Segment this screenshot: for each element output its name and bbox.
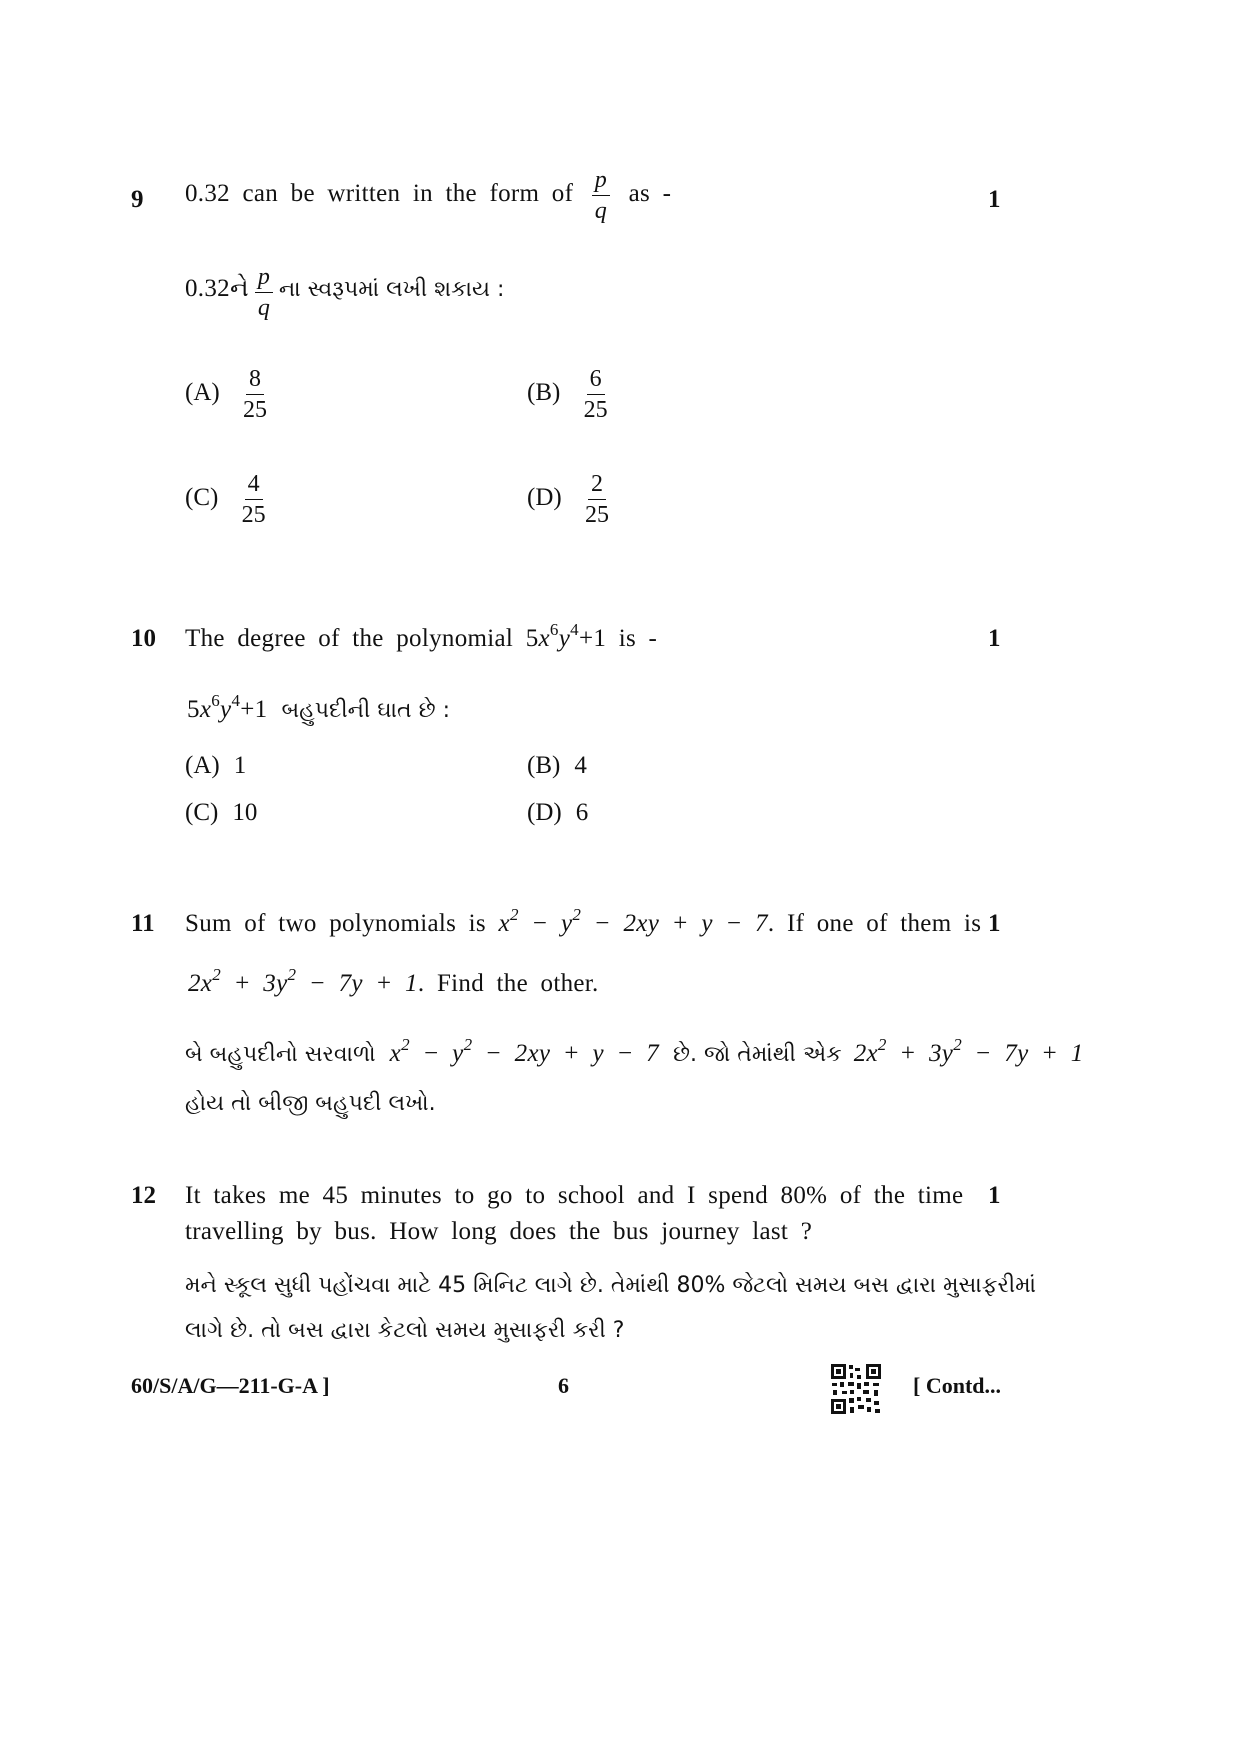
q10-en-polynomial: [525, 620, 607, 652]
q10-poly-y: y: [558, 625, 571, 652]
q11-given-expression: $2x^2 + 3y^2 - 7y + 1$: [188, 965, 418, 997]
question-12-english-line1: It takes me 45 minutes to go to school and I spend 80% of the time: [185, 1182, 964, 1209]
q10-gu-polynomial: [187, 691, 268, 723]
q9-option-a-label: (A): [185, 379, 220, 407]
question-10-english: [185, 620, 658, 653]
q9-option-b[interactable]: [527, 367, 611, 422]
question-11-gujarati-line1: [185, 1035, 1084, 1068]
q9-option-b-fraction: [581, 367, 611, 422]
q9-option-b-den: 25: [583, 397, 608, 423]
question-9-gujarati: [185, 265, 504, 320]
q10-option-d-value: 6: [575, 799, 589, 826]
q10-option-d[interactable]: [527, 799, 588, 827]
question-12-gujarati-line1: મને સ્કૂલ સુધી પહોંચવા માટે 45 મિનિટ લાગે છે. તેમાંથી 80% જેટલો સમય બસ દ્વારા મુસાફરીમાં: [185, 1273, 1037, 1298]
question-10-number: 10: [131, 625, 156, 652]
question-12-english-line2: travelling by bus. How long does the bus journey last ?: [185, 1218, 813, 1245]
q9-option-a[interactable]: [185, 367, 270, 422]
q9-option-c-label: (C): [185, 484, 219, 512]
q11-gu-pre: બે બહુપદીનો સરવાળો: [185, 1042, 376, 1067]
q10-poly-coef: 5: [525, 625, 539, 652]
page-number: 6: [558, 1373, 569, 1398]
q9-option-b-label: (B): [527, 379, 561, 407]
q11-sum-expression: $x^2 - y^2 - 2xy + y - 7$: [498, 905, 768, 937]
q9-gu-fraction: [255, 265, 273, 320]
question-11-marks: 1: [988, 910, 1001, 937]
q11-en-pre: Sum of two polynomials is: [185, 910, 486, 937]
paper-code: 60/S/A/G—211-G-A ]: [131, 1373, 330, 1398]
q11-gu-mid: છે. જો તેમાંથી એક: [672, 1042, 842, 1067]
q9-option-a-den: 25: [242, 397, 267, 423]
q11-en-mid: . If one of them is: [767, 910, 982, 937]
q9-option-b-num: 6: [587, 367, 605, 395]
q10-poly-tail: +1: [578, 625, 607, 652]
q10-gu-poly-x-exp: 6: [211, 691, 221, 710]
q9-option-a-num: 8: [246, 367, 264, 395]
q10-option-a-label: (A): [185, 752, 220, 779]
q10-en-post: is -: [618, 625, 658, 652]
q9-option-a-fraction: [240, 367, 270, 422]
q10-gu-poly-x: x: [199, 696, 212, 723]
q10-option-c-value: 10: [232, 799, 258, 826]
qr-code-icon: [830, 1363, 882, 1415]
q10-option-b[interactable]: [527, 752, 587, 780]
question-9-marks: 1: [988, 186, 1001, 213]
q9-gu-frac-den: q: [257, 295, 270, 321]
q10-option-c[interactable]: [185, 799, 257, 827]
q10-gu-poly-y-exp: 4: [231, 691, 241, 710]
q11-gu-given-expression: $2x^2 + 3y^2 - 7y + 1$: [853, 1035, 1084, 1067]
q9-gu-post: ના સ્વરૂપમાં લખી શકાય :: [278, 277, 505, 303]
q9-en-pre: 0.32 can be written in the form of: [185, 180, 574, 208]
question-12-marks: 1: [988, 1182, 1001, 1209]
q9-option-c-den: 25: [241, 502, 266, 528]
q9-en-fraction: [592, 168, 610, 223]
q10-option-a[interactable]: [185, 752, 246, 780]
q9-option-c-fraction: [239, 472, 269, 527]
q9-en-frac-num: p: [592, 168, 610, 196]
q10-poly-y-exp: 4: [570, 620, 579, 639]
question-11-gujarati-line2: હોય તો બીજી બહુપદી લખો.: [185, 1091, 436, 1116]
q11-gu-sum-expression: $x^2 - y^2 - 2xy + y - 7$: [389, 1035, 659, 1067]
question-11-number: 11: [131, 910, 155, 937]
q10-gu-poly-coef: 5: [187, 696, 200, 723]
question-9-number: 9: [131, 186, 144, 213]
question-10-gujarati: [187, 691, 451, 724]
q9-option-d-den: 25: [584, 502, 609, 528]
q10-option-a-value: 1: [233, 752, 247, 779]
q10-poly-x: x: [538, 625, 550, 652]
q11-en-line2-post: . Find the other.: [417, 970, 599, 997]
continued-label: [ Contd...: [913, 1373, 1002, 1398]
question-11-english-line2: [188, 965, 599, 998]
q9-option-d-fraction: [582, 472, 612, 527]
q9-en-frac-den: q: [594, 198, 608, 224]
q9-option-c-num: 4: [245, 472, 263, 500]
q10-option-c-label: (C): [185, 799, 219, 826]
q9-en-post: as -: [628, 180, 672, 208]
q10-option-b-label: (B): [527, 752, 561, 779]
q10-en-pre: The degree of the polynomial: [185, 625, 514, 652]
q9-option-c[interactable]: [185, 472, 269, 527]
q10-option-d-label: (D): [527, 799, 562, 826]
q9-option-d[interactable]: [527, 472, 612, 527]
question-9-english: [185, 168, 671, 223]
question-11-english-line1: [185, 905, 982, 938]
q10-poly-x-exp: 6: [549, 620, 559, 639]
q10-option-b-value: 4: [574, 752, 587, 779]
q10-gu-poly-y: y: [220, 696, 232, 723]
q9-option-d-num: 2: [588, 472, 606, 500]
q10-gu-poly-tail: +1: [240, 696, 268, 723]
q9-gu-frac-num: p: [255, 265, 273, 293]
question-12-gujarati-line2: લાગે છે. તો બસ દ્વારા કેટલો સમય મુસાફરી કરી ?: [185, 1318, 625, 1343]
q9-option-d-label: (D): [527, 484, 562, 512]
q9-gu-pre: 0.32ને: [185, 275, 249, 303]
q10-gu-post: બહુપદીની ઘાત છે :: [281, 698, 451, 723]
question-12-number: 12: [131, 1182, 156, 1209]
question-10-marks: 1: [988, 625, 1001, 652]
